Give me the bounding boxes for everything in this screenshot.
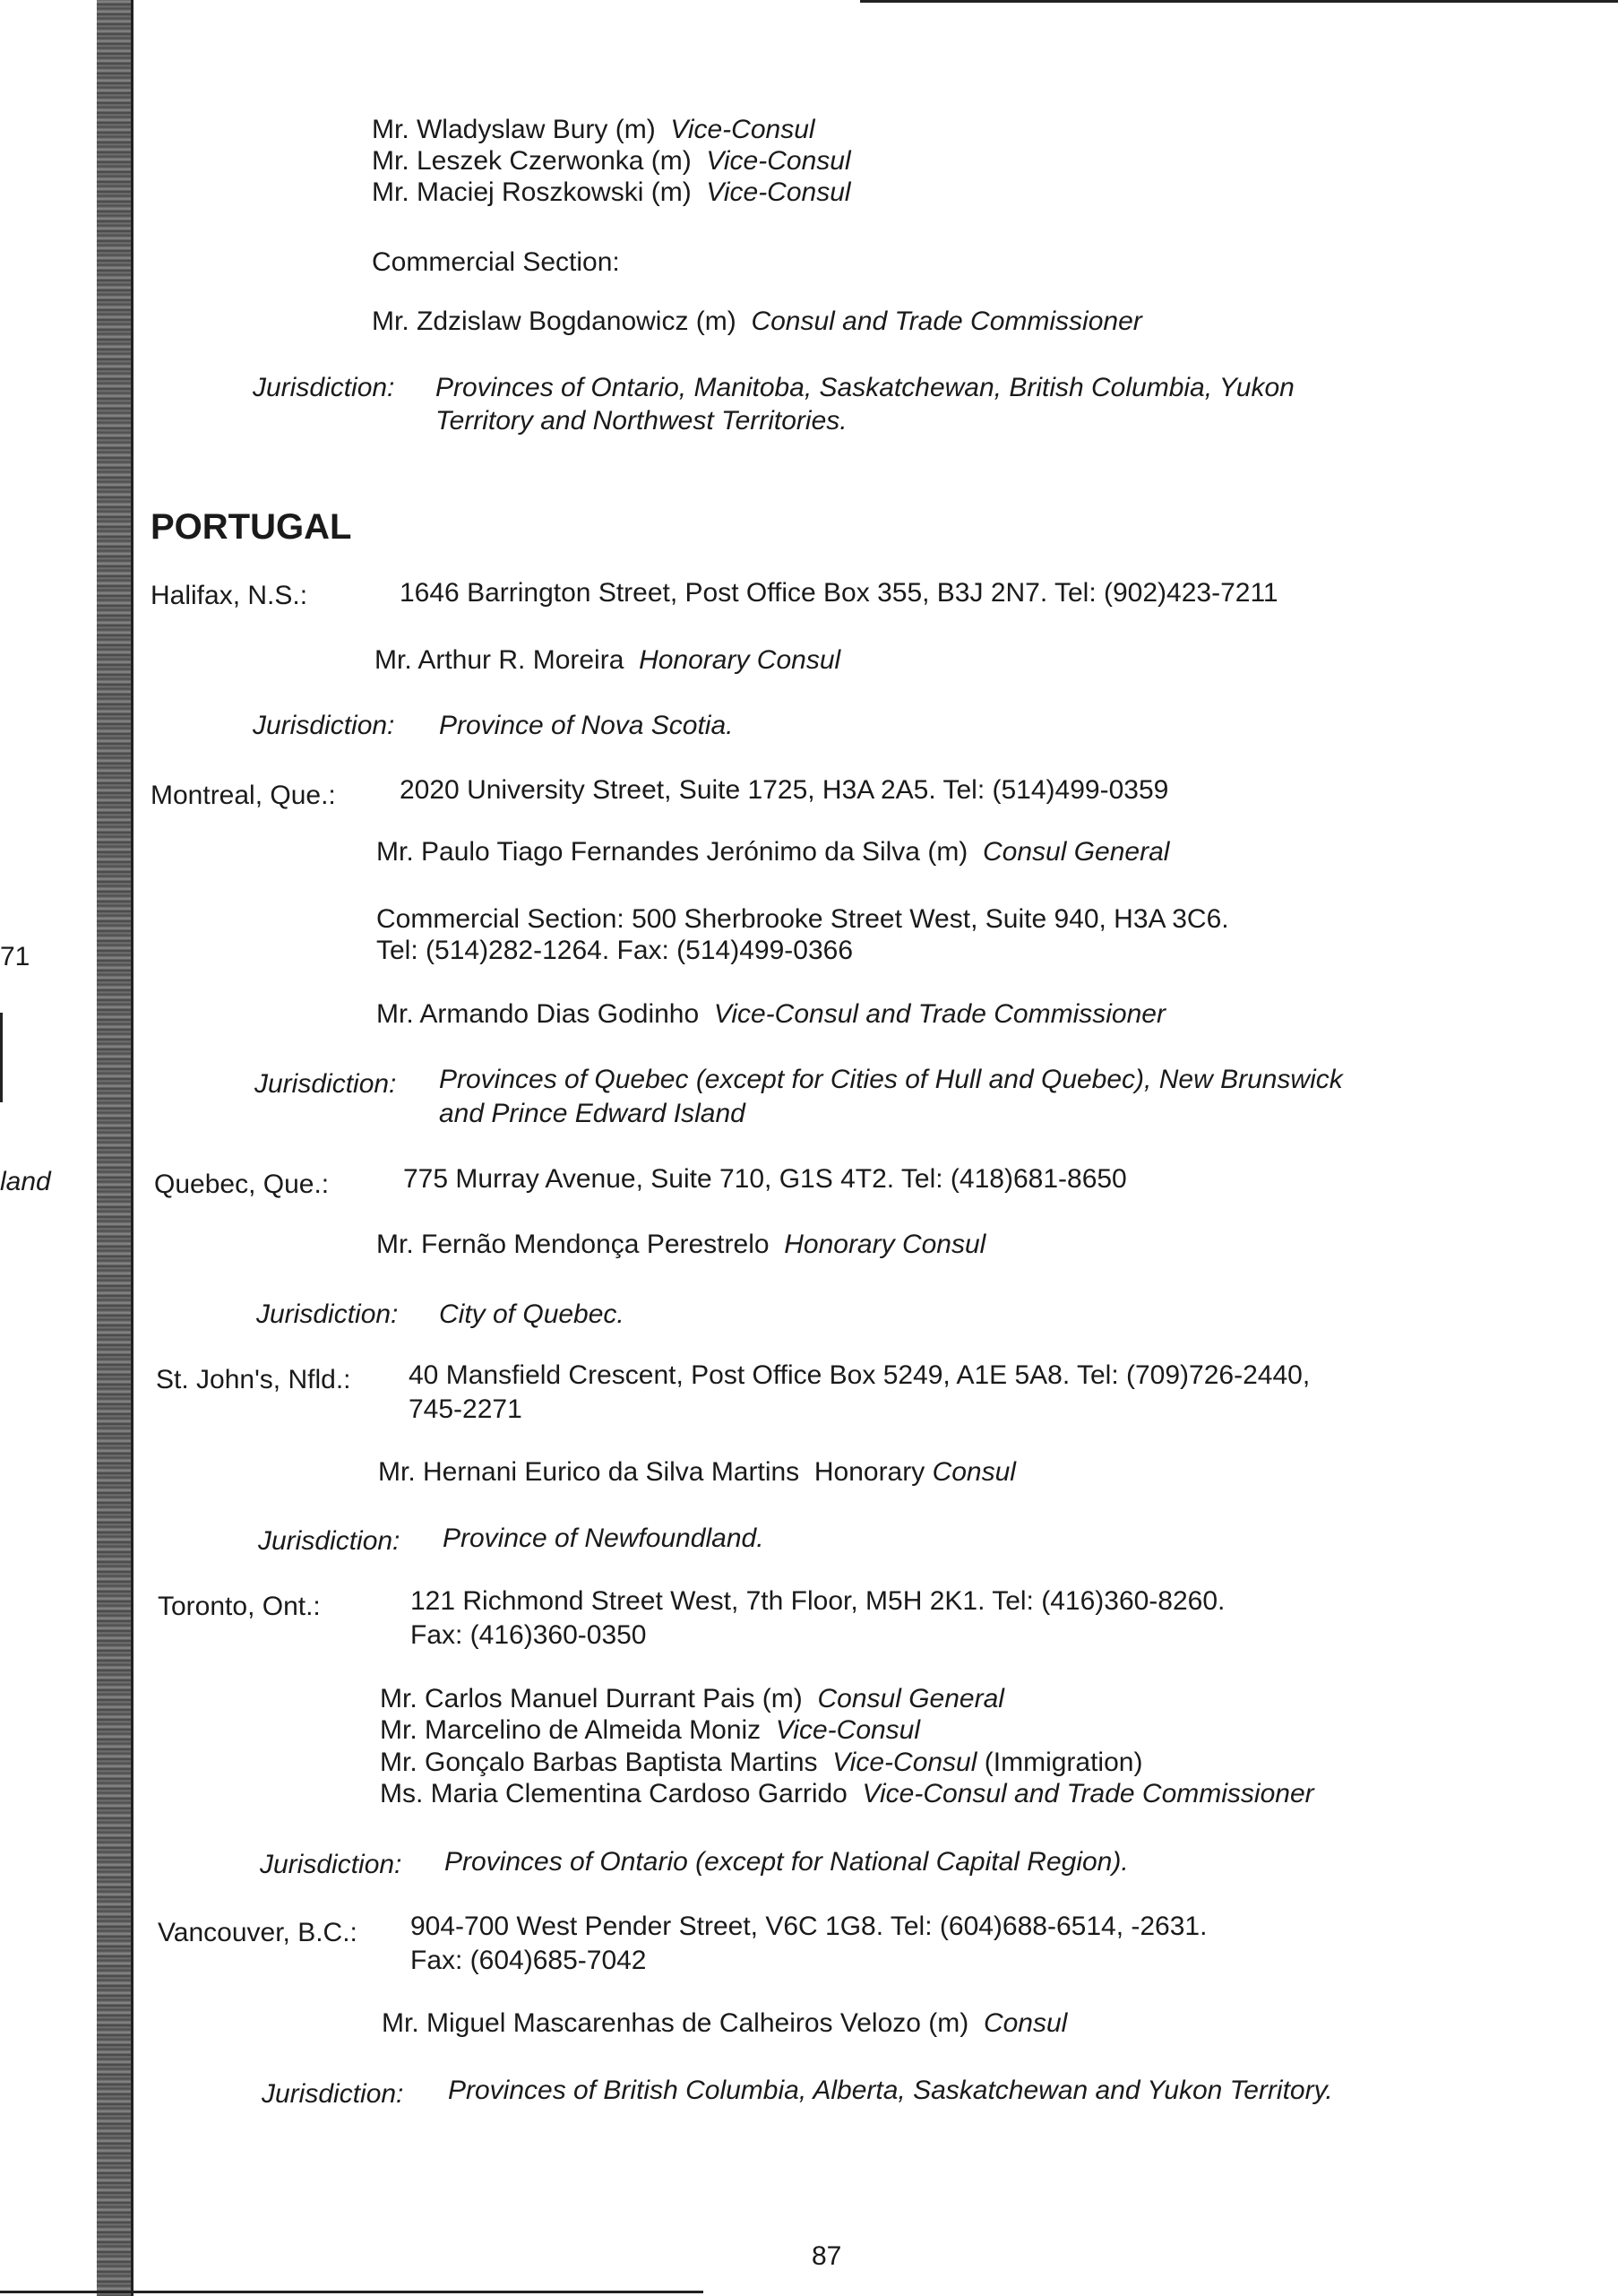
official-name: Mr. Armando Dias Godinho (376, 999, 700, 1029)
jurisdiction-text: and Prince Edward Island (439, 1099, 745, 1128)
jurisdiction-text: City of Quebec. (439, 1299, 624, 1329)
official-name: Ms. Maria Clementina Cardoso Garrido (380, 1779, 848, 1808)
address: 2020 University Street, Suite 1725, H3A 2A5. Tel: (514)499-0359 (400, 775, 1169, 805)
margin-fragment-71: 71 (0, 942, 30, 971)
official-name: Mr. Fernão Mendonça Perestrelo (376, 1230, 770, 1259)
official-title: Vice-Consul and Trade Commissioner (713, 999, 1166, 1029)
official-name: Mr. Wladyslaw Bury (m) (372, 115, 656, 144)
official-line (372, 179, 851, 206)
official-line (380, 1781, 1314, 1808)
city-label: Vancouver, B.C.: (158, 1918, 357, 1947)
commercial-section: Commercial Section: 500 Sherbrooke Street West, Suite 940, H3A 3C6. (376, 904, 1229, 934)
jurisdiction-text: Provinces of British Columbia, Alberta, Saskatchewan and Yukon Territory. (448, 2076, 1333, 2105)
country-heading: PORTUGAL (151, 507, 352, 547)
official-name: Mr. Gonçalo Barbas Baptista Martins (380, 1748, 818, 1777)
official-name: Mr. Arthur R. Moreira (374, 645, 624, 675)
official-line (376, 1231, 985, 1258)
address-continued: Fax: (604)685-7042 (410, 1946, 647, 1975)
address: 40 Mansfield Crescent, Post Office Box 5249, A1E 5A8. Tel: (709)726-2440, (409, 1360, 1311, 1390)
margin-fragment-land: land (0, 1167, 51, 1196)
jurisdiction-text: Province of Nova Scotia. (439, 711, 734, 740)
address: 1646 Barrington Street, Post Office Box 355, B3J 2N7. Tel: (902)423-7211 (400, 578, 1278, 608)
official-title: Consul and Trade Commissioner (751, 306, 1142, 336)
official-title: Vice-Consul (775, 1715, 921, 1745)
official-title: Vice-Consul (706, 177, 851, 207)
jurisdiction-label: Jurisdiction: (254, 1069, 397, 1099)
official-title: Vice-Consul (670, 115, 815, 144)
official-name: Mr. Hernani Eurico da Silva Martins (378, 1457, 800, 1487)
bottom-rule (0, 2291, 703, 2293)
official-title: Consul General (982, 837, 1170, 867)
official-line (376, 1001, 1166, 1028)
jurisdiction-label: Jurisdiction: (253, 711, 395, 740)
address-continued: 745-2271 (409, 1394, 522, 1424)
official-name: Mr. Zdzislaw Bogdanowicz (m) (372, 306, 736, 336)
official-line (380, 1749, 1142, 1776)
official-line (374, 647, 840, 674)
official-line (372, 117, 815, 143)
official-line (376, 839, 1169, 866)
jurisdiction-label: Jurisdiction: (260, 1850, 402, 1879)
official-line (380, 1717, 920, 1744)
official-title: Consul (932, 1457, 1016, 1487)
official-name: Mr. Miguel Mascarenhas de Calheiros Velozo (m) (382, 2008, 969, 2038)
address-continued: Fax: (416)360-0350 (410, 1620, 647, 1650)
top-rule (860, 0, 1618, 3)
official-title: Vice-Consul (832, 1748, 977, 1777)
official-note: (Immigration) (984, 1748, 1143, 1777)
city-label: Toronto, Ont.: (158, 1592, 321, 1621)
binding-spine (97, 0, 133, 2296)
jurisdiction-text: Territory and Northwest Territories. (435, 406, 848, 436)
official-title: Vice-Consul and Trade Commissioner (862, 1779, 1314, 1808)
city-label: Montreal, Que.: (151, 781, 336, 810)
official-name: Mr. Carlos Manuel Durrant Pais (m) (380, 1684, 803, 1713)
city-label: Halifax, N.S.: (151, 581, 308, 610)
official-line (372, 308, 1142, 335)
binding-edge (131, 0, 133, 2296)
commercial-section-label: Commercial Section: (372, 247, 620, 277)
official-line (382, 2010, 1067, 2037)
left-margin-rule (0, 1013, 3, 1102)
official-name: Mr. Maciej Roszkowski (m) (372, 177, 692, 207)
jurisdiction-label: Jurisdiction: (256, 1299, 399, 1329)
city-label: St. John's, Nfld.: (156, 1365, 351, 1394)
address: 121 Richmond Street West, 7th Floor, M5H 2K1. Tel: (416)360-8260. (410, 1586, 1226, 1616)
jurisdiction-label: Jurisdiction: (262, 2079, 404, 2109)
jurisdiction-text: Provinces of Quebec (except for Cities of Hull and Quebec), New Brunswick (439, 1065, 1343, 1094)
jurisdiction-text: Provinces of Ontario (except for National Capital Region). (444, 1847, 1129, 1877)
official-line (378, 1459, 1016, 1486)
official-title: Vice-Consul (706, 146, 851, 176)
page-number: 87 (812, 2241, 842, 2271)
official-title: Consul (983, 2008, 1068, 2038)
address: 775 Murray Avenue, Suite 710, G1S 4T2. Tel: (418)681-8650 (403, 1164, 1127, 1194)
jurisdiction-label: Jurisdiction: (258, 1526, 400, 1556)
jurisdiction-text: Province of Newfoundland. (443, 1523, 764, 1553)
official-title-plain: Honorary (813, 1457, 925, 1487)
jurisdiction-label: Jurisdiction: (253, 373, 395, 402)
official-name: Mr. Paulo Tiago Fernandes Jerónimo da Silva (m) (376, 837, 968, 867)
official-title: Honorary Consul (639, 645, 841, 675)
official-line (380, 1686, 1004, 1713)
official-title: Consul General (817, 1684, 1004, 1713)
city-label: Quebec, Que.: (154, 1170, 330, 1199)
jurisdiction-text: Provinces of Ontario, Manitoba, Saskatchewan, British Columbia, Yukon (435, 373, 1295, 402)
official-title: Honorary Consul (784, 1230, 986, 1259)
official-line (372, 148, 851, 175)
commercial-section-contact: Tel: (514)282-1264. Fax: (514)499-0366 (376, 936, 854, 965)
address: 904-700 West Pender Street, V6C 1G8. Tel: (604)688-6514, -2631. (410, 1912, 1208, 1941)
official-name: Mr. Leszek Czerwonka (m) (372, 146, 692, 176)
official-name: Mr. Marcelino de Almeida Moniz (380, 1715, 762, 1745)
